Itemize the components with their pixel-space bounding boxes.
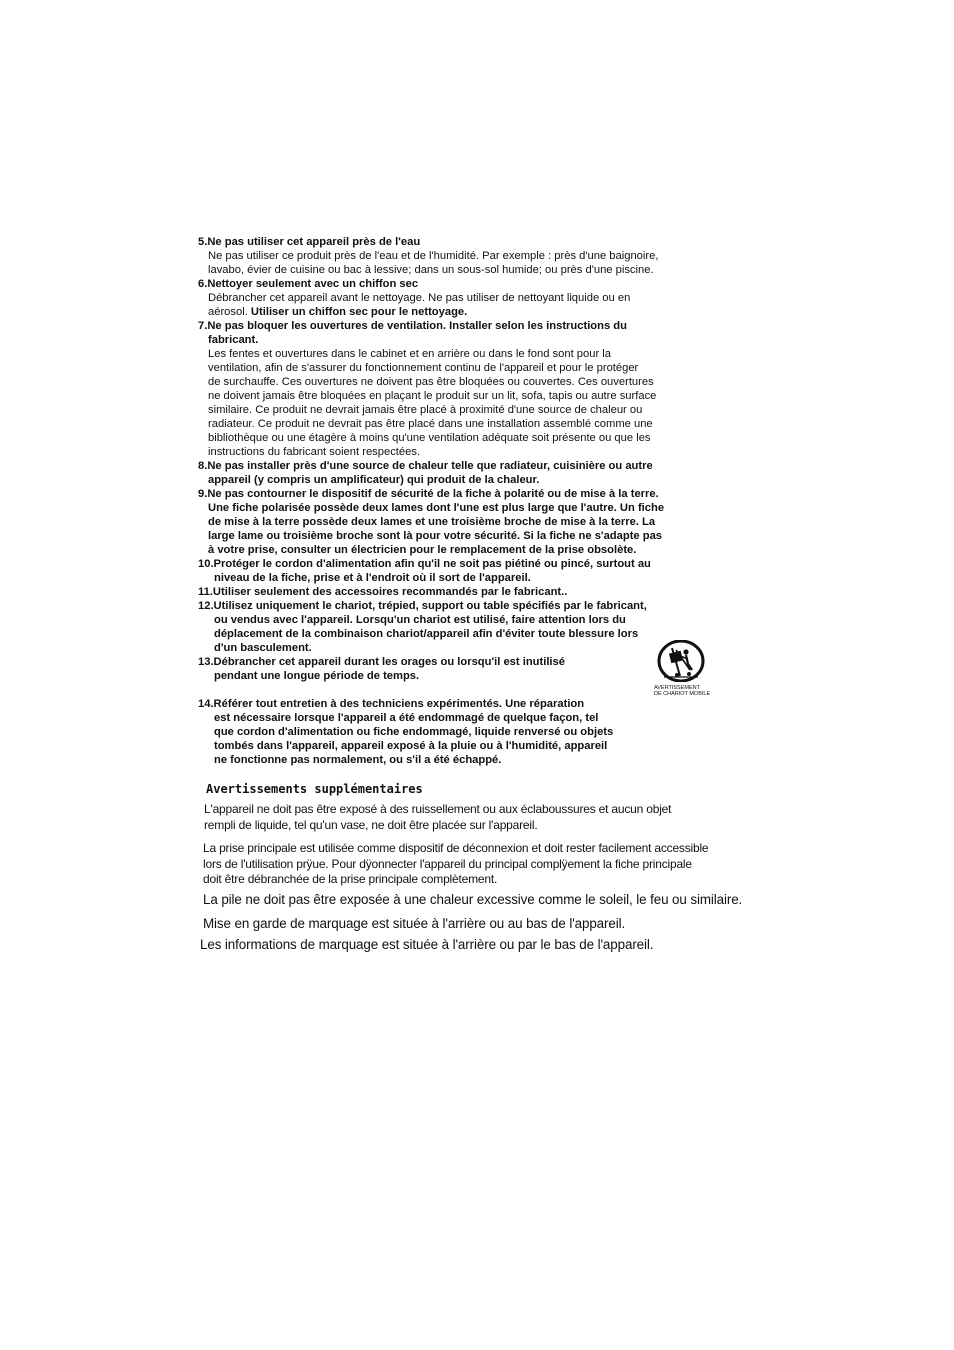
instruction-13-text: pendant une longue période de temps. — [214, 670, 420, 682]
instruction-14-text: que cordon d'alimentation ou fiche endommagé, liquide renversé ou objets — [214, 726, 614, 738]
instruction-8-heading: appareil (y compris un amplificateur) qui produit de la chaleur. — [208, 474, 540, 486]
supplementary-paragraph: L'appareil ne doit pas être exposé à des ruissellement ou aux éclaboussures et aucun objet — [204, 802, 672, 816]
instruction-7-text: Les fentes et ouvertures dans le cabinet et en arrière ou dans le fond sont pour la — [208, 348, 612, 360]
instruction-7-heading: fabricant. — [208, 334, 259, 346]
cart-warning-caption-line: DE CHARIOT MOBILE — [654, 691, 711, 697]
instruction-5-text: lavabo, évier de cuisine ou bac à lessive; dans un sous-sol humide; ou près d'une piscine. — [208, 264, 654, 276]
supplementary-paragraph: lors de l'utilisation prÿue. Pour dÿonnecter l'appareil du principal complÿement la fiche principale — [203, 857, 692, 871]
instruction-14-text: est nécessaire lorsque l'appareil a été endommagé de quelque façon, tel — [214, 712, 599, 724]
instruction-7-text: ne doivent jamais être bloquées en plaçant le produit sur un lit, sofa, tapis ou autre surface — [208, 390, 657, 402]
instruction-6-text-bold: Utiliser un chiffon sec pour le nettoyage. — [247, 306, 468, 318]
instruction-7-text: radiateur. Ce produit ne devrait pas être placé dans une installation assemblé comme une — [208, 418, 653, 430]
cart-warning-caption — [654, 685, 710, 697]
cart-warning-caption-line: AVERTISSEMENT — [654, 685, 700, 691]
instruction-7-text: de surchauffe. Ces ouvertures ne doivent pas être bloquées ou couvertes. Ces ouvertures — [208, 376, 654, 388]
instruction-5-heading: 5.Ne pas utiliser cet appareil près de l'eau — [198, 236, 421, 248]
marking-info: Les informations de marquage est située à l'arrière ou par le bas de l'appareil. — [200, 937, 654, 952]
instruction-12-heading: 12.Utilisez uniquement le chariot, trépied, support ou table spécifiés par le fabricant, — [198, 600, 647, 612]
instruction-6-heading: 6.Nettoyer seulement avec un chiffon sec — [198, 278, 419, 290]
supplementary-paragraph: doit être débranchée de la prise principale complètement. — [203, 872, 498, 886]
instruction-9-text: à votre prise, consulter un électricien pour le remplacement de la prise obsolète. — [208, 544, 637, 556]
instruction-10-heading: 10.Protéger le cordon d'alimentation afin qu'il ne soit pas piétiné ou pincé, surtout au — [198, 558, 651, 570]
supplementary-paragraph: rempli de liquide, tel qu'un vase, ne doit être placée sur l'appareil. — [204, 818, 538, 832]
tip-over-cart-icon — [656, 640, 706, 682]
instruction-14-text: ne fonctionne pas normalement, ou s'il a été échappé. — [214, 754, 502, 766]
instruction-6-text: Débrancher cet appareil avant le nettoyage. Ne pas utiliser de nettoyant liquide ou en — [208, 292, 631, 304]
instruction-9-text: Une fiche polarisée possède deux lames dont l'une est plus large que l'autre. Un fiche — [208, 502, 665, 514]
instruction-10-text: niveau de la fiche, prise et à l'endroit où il sort de l'appareil. — [214, 572, 531, 584]
instruction-7-heading: 7.Ne pas bloquer les ouvertures de ventilation. Installer selon les instructions du — [198, 320, 627, 332]
instruction-9-text: large lame ou troisième broche sont là pour votre sécurité. Si la fiche ne s'adapte pas — [208, 530, 663, 542]
instruction-6-text — [208, 305, 467, 319]
instruction-12-text: ou vendus avec l'appareil. Lorsqu'un chariot est utilisé, faire attention lors du — [214, 614, 626, 626]
instruction-12-text: déplacement de la combinaison chariot/appareil afin d'éviter toute blessure lors — [214, 628, 639, 640]
marking-caution: Mise en garde de marquage est située à l'arrière ou au bas de l'appareil. — [203, 916, 626, 931]
instruction-7-text: instructions du fabricant soient respectées. — [208, 446, 421, 458]
instruction-12-text: d'un basculement. — [214, 642, 312, 654]
instruction-5-text: Ne pas utiliser ce produit près de l'eau et de l'humidité. Par exemple : près d'une baignoire, — [208, 250, 659, 262]
instruction-7-text: similaire. Ce produit ne devrait jamais être placé à proximité d'une source de chaleur ou — [208, 404, 643, 416]
instruction-7-text: bibliothèque ou une étagère à moins qu'une ventilation adéquate soit présente ou que les — [208, 432, 651, 444]
instruction-8-heading: 8.Ne pas installer près d'une source de chaleur telle que radiateur, cuisinière ou autre — [198, 460, 653, 472]
instruction-14-text: tombés dans l'appareil, appareil exposé à la pluie ou à l'humidité, appareil — [214, 740, 608, 752]
battery-warning: La pile ne doit pas être exposée à une chaleur excessive comme le soleil, le feu ou similaire. — [203, 892, 743, 907]
instruction-6-text-start: aérosol. — [208, 306, 248, 318]
instruction-9-heading: 9.Ne pas contourner le dispositif de sécurité de la fiche à polarité ou de mise à la terre. — [198, 488, 659, 500]
supplementary-paragraph: La prise principale est utilisée comme dispositif de déconnexion et doit rester facilement accessible — [203, 841, 709, 855]
instruction-13-heading: 13.Débrancher cet appareil durant les orages ou lorsqu'il est inutilisé — [198, 656, 565, 668]
instruction-14-heading: 14.Référer tout entretien à des techniciens expérimentés. Une réparation — [198, 698, 585, 710]
instruction-9-text: de mise à la terre possède deux lames et une troisième broche de mise à la terre. La — [208, 516, 656, 528]
supplementary-title: Avertissements supplémentaires — [206, 782, 423, 796]
instruction-11-heading: 11.Utiliser seulement des accessoires recommandés par le fabricant.. — [198, 586, 568, 598]
instruction-7-text: ventilation, afin de s'assurer du fonctionnement continu de l'appareil et pour le protéger — [208, 362, 639, 374]
